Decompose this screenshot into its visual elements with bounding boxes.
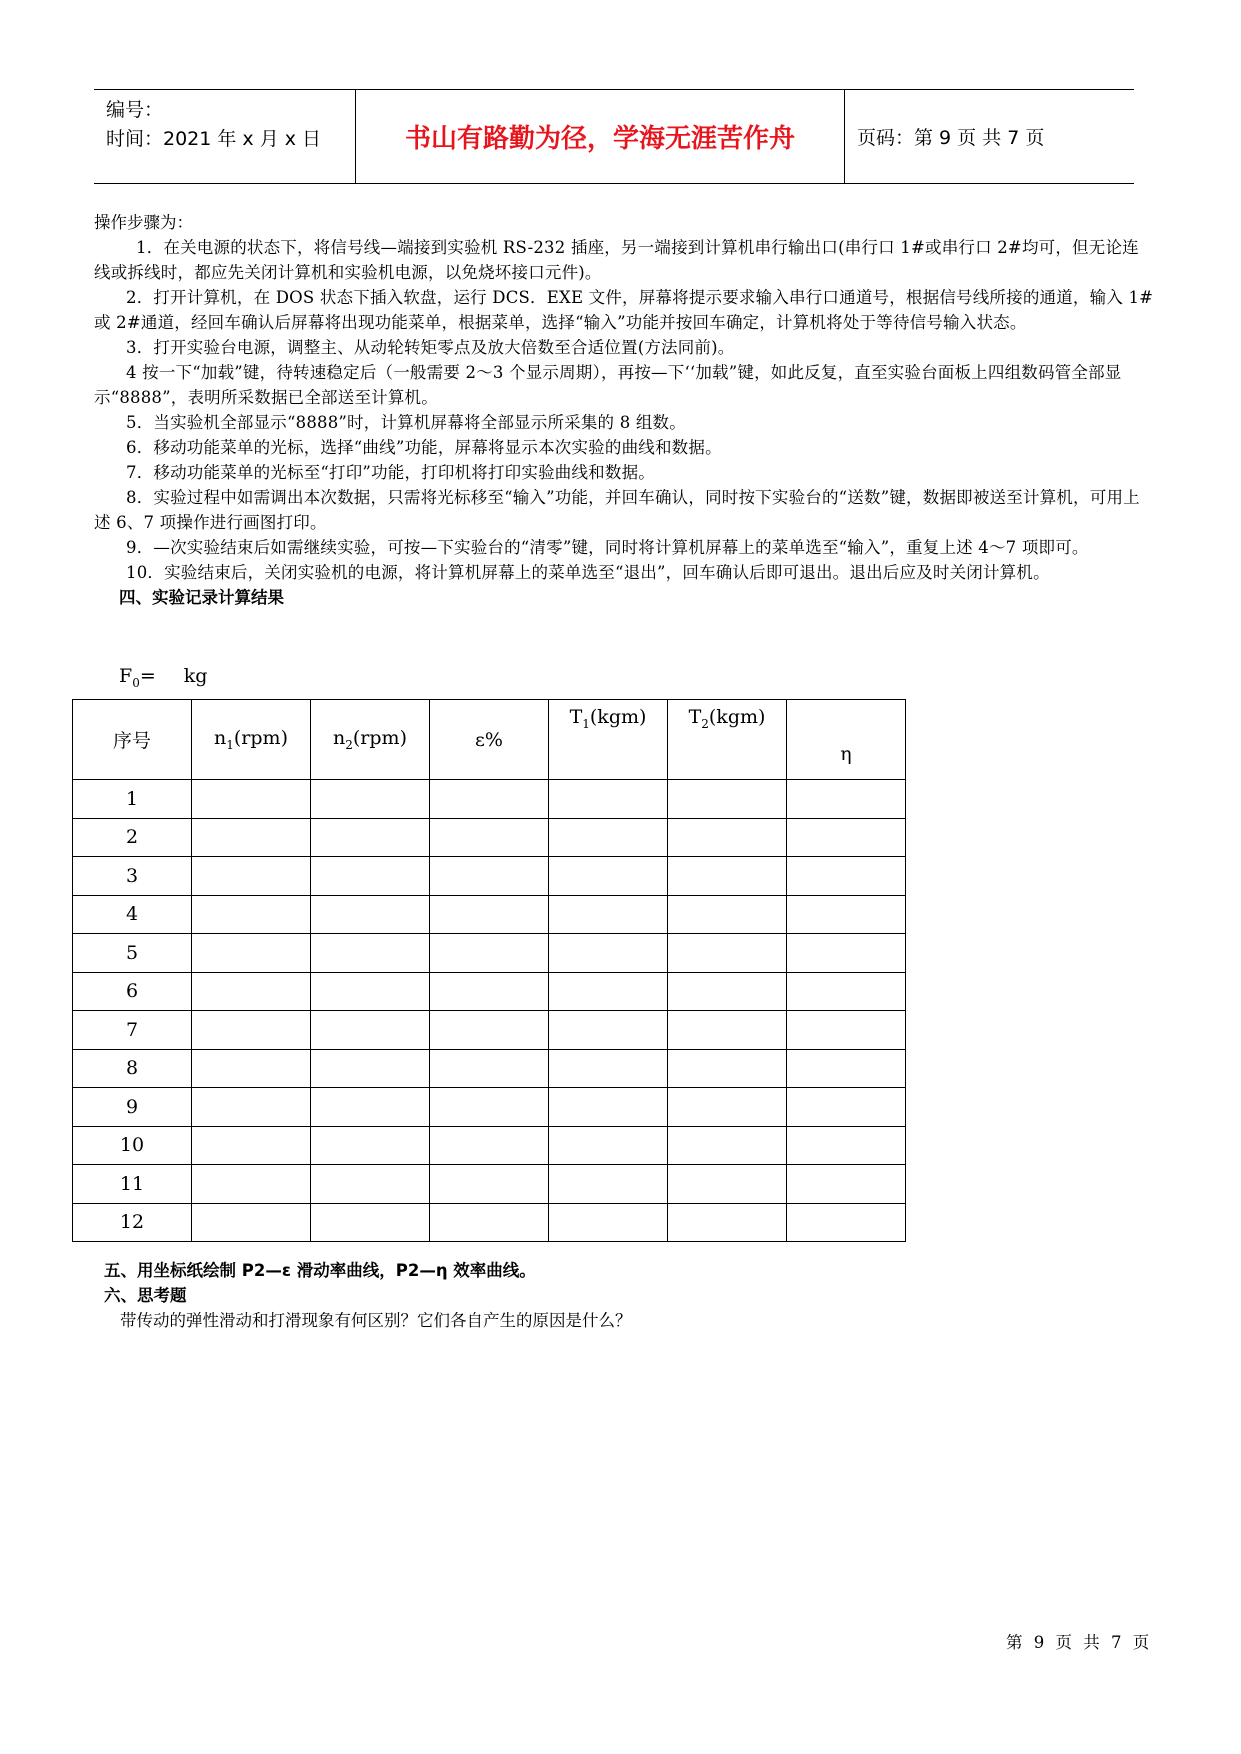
table-cell <box>549 818 668 857</box>
table-cell <box>668 818 787 857</box>
step-item: 7．移动功能菜单的光标至“打印”功能，打印机将打印实验曲线和数据。 <box>126 463 655 482</box>
table-row <box>73 895 906 934</box>
header-epsilon: ε% <box>430 700 549 780</box>
table-cell <box>311 818 430 857</box>
header-motto: 书山有路勤为径，学海无涯苦作舟 <box>356 90 845 183</box>
step-item: 5．当实验机全部显示“8888”时，计算机屏幕将全部显示所采集的 8 组数。 <box>126 413 686 432</box>
table-cell <box>549 972 668 1011</box>
table-cell <box>192 934 311 973</box>
n1-unit: (rpm) <box>233 727 288 750</box>
header-seq: 序号 <box>73 700 192 780</box>
table-cell <box>192 857 311 896</box>
step-item: 1．在关电源的状态下，将信号线—端接到实验机 RS-232 插座，另一端接到计算机串行输出口(串行口 1#或串行口 2#均可，但无论连线或拆线时，都应先关闭计算机和实验机电源，以免烧坏接口元件)。 <box>94 238 1139 282</box>
row-number: 6 <box>73 972 192 1011</box>
table-cell <box>668 857 787 896</box>
table-cell <box>549 1126 668 1165</box>
table-cell <box>192 1011 311 1050</box>
table-cell <box>787 780 906 819</box>
closing-sections <box>104 1258 632 1333</box>
table-row <box>73 1088 906 1127</box>
step-item: 3．打开实验台电源，调整主、从动轮转矩零点及放大倍数至合适位置(方法同前)。 <box>126 338 735 357</box>
row-number: 7 <box>73 1011 192 1050</box>
table-cell <box>668 934 787 973</box>
table-cell <box>549 934 668 973</box>
header-t1 <box>549 700 668 780</box>
table-cell <box>311 934 430 973</box>
section-4-title: 四、实验记录计算结果 <box>119 588 284 607</box>
table-cell <box>787 818 906 857</box>
f0-equals: = <box>139 665 156 687</box>
step-item: 8．实验过程中如需调出本次数据，只需将光标移至“输入”功能，并回车确认，同时按下实验台的“送数”键，数据即被送至计算机，可用上述 6、7 项操作进行画图打印。 <box>94 488 1140 532</box>
step-item: 4 按一下“加载”键，待转速稳定后（一般需要 2～3 个显示周期），再按—下‘‘加载”键，如此反复，直至实验台面板上四组数码管全部显示“8888”，表明所采数据已全部送至计算机。 <box>94 363 1122 407</box>
table-cell <box>787 1049 906 1088</box>
t2-subscript: 2 <box>701 716 709 731</box>
table-cell <box>668 1203 787 1242</box>
table-cell <box>311 780 430 819</box>
f0-subscript: 0 <box>132 675 140 690</box>
table-cell <box>430 972 549 1011</box>
f0-unit: kg <box>183 665 208 687</box>
table-cell <box>787 972 906 1011</box>
table-cell <box>430 1126 549 1165</box>
results-table <box>72 699 906 1242</box>
table-row <box>73 1011 906 1050</box>
row-number: 1 <box>73 780 192 819</box>
table-cell <box>549 1088 668 1127</box>
row-number: 3 <box>73 857 192 896</box>
header-meta <box>94 90 356 183</box>
n1-symbol: n <box>214 727 227 750</box>
table-cell <box>311 1011 430 1050</box>
table-row <box>73 818 906 857</box>
t2-symbol: T <box>688 706 702 728</box>
table-cell <box>192 895 311 934</box>
table-cell <box>311 895 430 934</box>
table-cell <box>787 895 906 934</box>
steps-section <box>94 210 1154 610</box>
table-row <box>73 780 906 819</box>
t1-subscript: 1 <box>582 716 590 731</box>
table-cell <box>192 1203 311 1242</box>
number-label: 编号： <box>106 99 164 121</box>
table-cell <box>668 1165 787 1204</box>
table-cell <box>787 1165 906 1204</box>
table-cell <box>311 972 430 1011</box>
table-cell <box>430 1165 549 1204</box>
row-number: 2 <box>73 818 192 857</box>
table-cell <box>311 1049 430 1088</box>
table-cell <box>787 1011 906 1050</box>
table-cell <box>311 1126 430 1165</box>
table-cell <box>430 857 549 896</box>
table-cell <box>668 1088 787 1127</box>
table-cell <box>430 1088 549 1127</box>
step-item: 6．移动功能菜单的光标，选择“曲线”功能，屏幕将显示本次实验的曲线和数据。 <box>126 438 722 457</box>
table-cell <box>192 972 311 1011</box>
table-cell <box>787 1126 906 1165</box>
row-number: 8 <box>73 1049 192 1088</box>
section-5-title: 五、用坐标纸绘制 P2—ε 滑动率曲线，P2—η 效率曲线。 <box>104 1261 536 1280</box>
row-number: 5 <box>73 934 192 973</box>
header-t2 <box>668 700 787 780</box>
time-label: 时间：2021 年 x 月 x 日 <box>106 128 322 150</box>
row-number: 12 <box>73 1203 192 1242</box>
row-number: 10 <box>73 1126 192 1165</box>
table-cell <box>192 1088 311 1127</box>
table-cell <box>430 934 549 973</box>
page-footer: 第 9 页 共 7 页 <box>1006 1633 1153 1652</box>
table-row <box>73 972 906 1011</box>
table-cell <box>192 1049 311 1088</box>
table-cell <box>430 895 549 934</box>
table-cell <box>430 1203 549 1242</box>
table-cell <box>311 1203 430 1242</box>
n2-unit: (rpm) <box>352 727 407 750</box>
row-number: 4 <box>73 895 192 934</box>
table-cell <box>549 1165 668 1204</box>
table-cell <box>668 895 787 934</box>
table-row <box>73 1049 906 1088</box>
header-n2 <box>311 700 430 780</box>
n2-subscript: 2 <box>345 737 353 752</box>
step-item: 10．实验结束后，关闭实验机的电源，将计算机屏幕上的菜单选至“退出”，回车确认后即可退出。退出后应及时关闭计算机。 <box>126 563 1050 582</box>
f0-symbol: F <box>119 665 133 687</box>
table-cell <box>311 1088 430 1127</box>
n1-subscript: 1 <box>226 737 234 752</box>
table-cell <box>192 818 311 857</box>
table-row <box>73 857 906 896</box>
header-page-info: 页码：第 9 页 共 7 页 <box>857 127 1045 149</box>
table-cell <box>192 1126 311 1165</box>
table-cell <box>549 857 668 896</box>
table-cell <box>787 1088 906 1127</box>
table-row <box>73 934 906 973</box>
table-cell <box>668 1049 787 1088</box>
row-number: 11 <box>73 1165 192 1204</box>
page-header <box>94 89 1134 184</box>
table-cell <box>549 1049 668 1088</box>
question-text: 带传动的弹性滑动和打滑现象有何区别？它们各自产生的原因是什么？ <box>120 1311 632 1330</box>
table-cell <box>549 1011 668 1050</box>
table-cell <box>192 780 311 819</box>
table-cell <box>549 1203 668 1242</box>
table-cell <box>668 1011 787 1050</box>
table-cell <box>787 857 906 896</box>
header-n1 <box>192 700 311 780</box>
n2-symbol: n <box>333 727 346 750</box>
t1-unit: (kgm) <box>589 706 647 728</box>
table-cell <box>430 1049 549 1088</box>
table-cell <box>311 857 430 896</box>
t1-symbol: T <box>569 706 583 728</box>
table-header-row <box>73 700 906 780</box>
table-cell <box>668 780 787 819</box>
header-eta: η <box>787 700 906 780</box>
f0-label <box>119 665 207 690</box>
table-cell <box>668 972 787 1011</box>
table-cell <box>668 1126 787 1165</box>
table-cell <box>430 1011 549 1050</box>
table-row <box>73 1126 906 1165</box>
step-item: 2．打开计算机，在 DOS 状态下插入软盘，运行 DCS．EXE 文件，屏幕将提示要求输入串行口通道号，根据信号线所接的通道，输入 1#或 2#通道，经回车确认后屏幕将出现功能菜单，根据菜单，选择“输入”功能并按回车确定，计算机将处于等待信号输入状态。 <box>94 288 1154 332</box>
table-row <box>73 1165 906 1204</box>
step-item: 9．—次实验结束后如需继续实验，可按—下实验台的“清零”键，同时将计算机屏幕上的菜单选至“输入”，重复上述 4～7 项即可。 <box>126 538 1089 557</box>
t2-unit: (kgm) <box>708 706 766 728</box>
steps-title: 操作步骤为： <box>94 213 193 232</box>
table-cell <box>549 780 668 819</box>
table-cell <box>430 780 549 819</box>
section-6-title: 六、思考题 <box>104 1286 187 1305</box>
table-row <box>73 1203 906 1242</box>
table-cell <box>787 1203 906 1242</box>
table-cell <box>549 895 668 934</box>
table-cell <box>787 934 906 973</box>
row-number: 9 <box>73 1088 192 1127</box>
table-cell <box>192 1165 311 1204</box>
table-cell <box>430 818 549 857</box>
table-cell <box>311 1165 430 1204</box>
